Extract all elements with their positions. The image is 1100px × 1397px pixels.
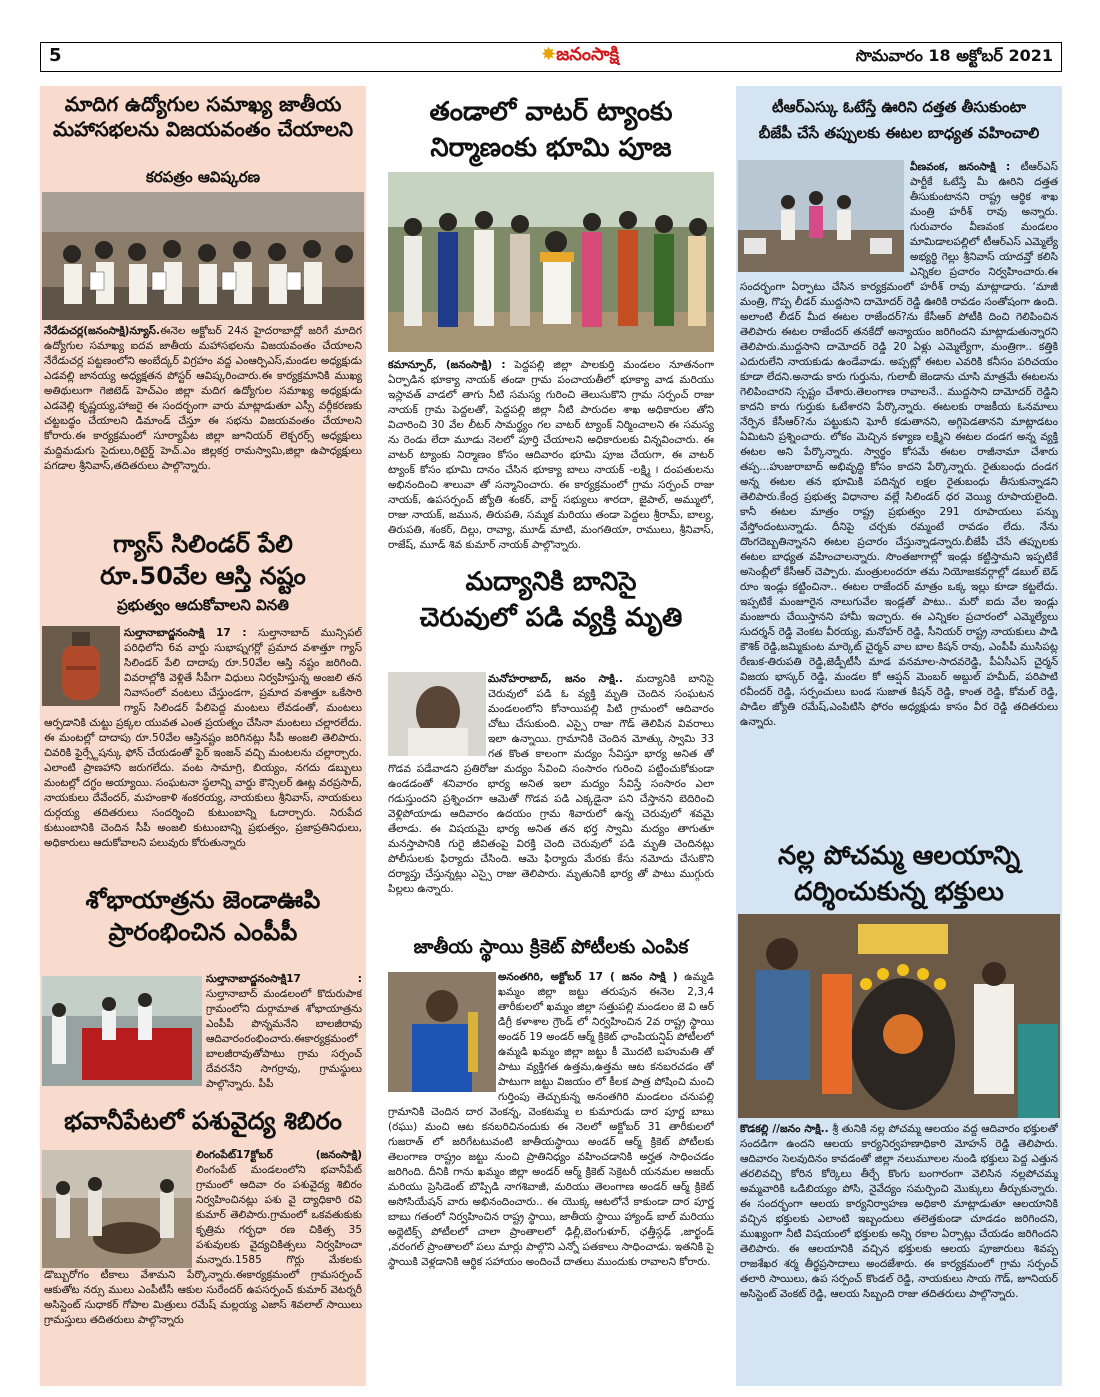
photo-groundbreaking-ceremony — [388, 172, 714, 352]
article-headline: టీఆర్ఎస్కు ఓటేస్తే ఊరిని దత్తత తీసుకుంటా బీజేపీ చేసే తప్పులకు ఈటల బాధ్యత వహించాలి — [758, 98, 1040, 142]
article-headline: గ్యాస్ సిలిండర్ పేలి రూ.50వేల ఆస్తి నష్టం — [100, 530, 306, 590]
photo-poster-release — [42, 192, 364, 320]
masthead — [40, 42, 1062, 72]
article-body: కమాన్పూర్, (జనంసాక్షి) : పెద్దపల్లి జిల్లా పాలకుర్తి మండలం నూతనంగా ఏర్పాడిన భూక్యా నాయక్ తండా గ్రామ పంచాయతీలో భూక్యా వాడ మరియు ఇస్లావత్ వాడలో తాగు నీటి సమస్య గురించి తెలుసుకొని గ్రామ సర్పంచ్ రాజు నాయక్ గ్రామ పెద్దలతో, పెద్దపల్లి జిల్లా నీటి పారుదల శాఖ అధికారుల తోని విచారించి 30 వేల లీటర్ సామర్థ్యం గల వాటర్ ట్యాంక్ నిర్మించాలని ఈ సమస్య ను రెండు లేదా మూడు నెలలో పూర్తి చేయాలని అధికారులకు విన్నవించారు. ఈ వాటర్ ట్యాంకు నిర్మాణం కోసం ఆదివారం భూమి పూజ చేయగా, ఈ వాటర్ ట్యాంక్ కోసం భూమి దానం చేసిన భూక్యా బాలు నాయక్ -లక్ష్మి ౹ దంపతులను అభినందించి శాలువా తో సన్మానించారు. ఈ కార్యక్రమంలో గ్రామ సర్పంచ్ రాజు నాయక్, ఉపసర్పంచ్ జ్యోతి శంకర్, వార్డ్ సభ్యులు శారదా, జైపాల్, అమ్ములో, రాజు నాయక్, జమున, తిరుపతి, సమ్మక మరియు తండా పెద్దలు శ్రీరామ్, బాల్య, తిరుపతి, శంకర్, దిల్లు, రావ్యా, మూడ్ మాటి, మంగతియా, రాములు, శ్రీనివాస్, రాజేష్, మూడ్ శివ కుమార్ నాయక్ పాల్గొన్నారు. — [388, 359, 714, 551]
article-headline: శోభాయాత్రను జెండాఊపి ప్రారంభించిన ఎంపీపీ — [85, 886, 321, 946]
article-body: అనంతగిరి, అక్టోబర్ 17 ( జనం సాక్షి ) ఉమ్మడి ఖమ్మం జిల్లా జట్టు తరుపున ఈనెల 2,3,4 తారీకులలో ఖమ్మం జిల్లా సత్తుపల్లి మండలం జె వి ఆర్ డిగ్రీ కళాశాల గ్రౌండ్ లో నిర్వహించిన 2వ రాష్ట్ర స్థాయి అండర్ 19 అండర్ ఆర్మ్ క్రికెట్ ఛాంపియన్షిప్ పోటీలలో ఉమ్మడి ఖమ్మం జిల్లా జట్టు కీ మొదటి బహుమతి తో పాటు వ్యక్తిగత ఉత్తమ,ఉత్తమ ఆట కనబరచడం తో పాటుగా జట్టు విజయం లో కీలక పాత్ర పోషించి మంచి గుర్తింపు తెచ్చుకున్న అనంతగిరి మండలం చనుపల్లి గ్రామానికి చెందిన దార వెంకన్న, వెంకటమ్మ ల కుమారుడు దార పూర్ణ బాబు (రఘు) మంచి ఆట కనబరిచినందుకు ఈ నెలలో అక్టోబర్ 31 తారీకులలో గుజరాత్ లో జరిగేటటువంటి జాతీయస్థాయి అండర్ ఆర్మ్ క్రికెట్ పోటీలకు తెలంగాణ రాష్ట్రం జట్టు నుంచి ప్రాతినిధ్యం వహించడానికి అర్హత సాధించడం జరిగింది. దీనికి గాను ఖమ్మం జిల్లా అండర్ ఆర్మ్ క్రికెట్ సెక్రెటరీ యనమల అజయ్ మరియు ప్రెసిడెంట్ బొప్పిడి నాగశివాజీ, మరియు తెలంగాణ అండర్ ఆర్మ్ క్రికెట్ అసోసియేషన్ వారు అభినందించారు.. ఈ యొక్క ఆటలోనే కాకుండా దార పూర్ణ బాబు గతంలో నిర్వహించిన రాష్ట్ర స్థాయి, జాతీయ స్థాయి హ్యాండ్ బాల్ మరియు అథ్లెటిక్స్ పోటీలలో చాలా ప్రాంతాలలో ఢిల్లీ,బెంగుళూర్, ఛత్తీస్గఢ్ ,జార్ఖండ్ ,వరంగల్ ప్రాంతాలలో పలు మార్లు పాల్గొని ఎన్నో పతకాలు సాధించాడు. ఇతనికి పై స్థాయికి వెళ్లడానికి ఆర్థిక సహాయం అందించే దాతలు ముందుకు రావాలని కోరారు. — [388, 971, 714, 1268]
article-headline: భవానీపేటలో పశువైద్య శిబిరం — [64, 1107, 342, 1135]
article-body: కొడకల్లి //జనం సాక్షి.. శ్రీ తునికి నల్ల పోచమ్మ ఆలయం వద్ద ఆదివారం భక్తులతో సందడిగా ఉందని ఆలయ కార్యనిర్వహణాధికారి మోహన్ రెడ్డి తెలిపారు. ఆదివారం సెలవుదినం కావడంతో జిల్లా నలుమూలల నుండి భక్తులు పెద్ద ఎత్తున తరలివచ్చి కోరిన కోర్కెలు తీర్చే కొంగు బంగారంగా వెలిసిన నల్లపోచమ్మ అమ్మవారికి ఒడిబియ్యం పోసి, నైవేద్యం సమర్పించి మొక్కులు తీర్చుకున్నారు. ఈ సందర్భంగా ఆలయ కార్యనిర్వాహణ అధికారి మాట్లాడుతూ ఆలయానికి వచ్చిన భక్తులకు ఎలాంటి ఇబ్బందులు తలెత్తకుండా చూడడం జరిగిందని, ముఖ్యంగా నీటి విషయంలో భక్తులకు అన్ని రకాల ఏర్పాట్లు చేయడం జరిగిందని తెలిపారు. ఈ ఆలయానికి వచ్చిన భక్తులకు ఆలయ పూజారులు శివప్ప రాజశేఖర శర్మ తీర్థప్రసాదాలు అందజేశారు. ఈ కార్యక్రమంలో గ్రామ సర్పంచ్ తలారి సాయిలు, ఉప సర్పంచ్ కొండల్ రెడ్డి, నాయకులు సాయ గౌడ్, జూనియర్ అసిస్టెంట్ వెంకట్ రెడ్డి, ఆలయ సిబ్బంది రాజు తదితరులు పాల్గొన్నారు. — [740, 1123, 1058, 1300]
article-body: వీణవంక, జనంసాక్షి : టీఆర్ఎస్ పార్టీకే ఓటేస్తే మీ ఊరిని దత్తత తీసుకుంటానని రాష్ట్ర ఆర్థిక శాఖ మంత్రి హరీశ్ రావు అన్నారు. గురువారం వీణవంక మండలం మామిడాలపల్లిలో టీఆర్ఎస్ ఎమ్మెల్యే అభ్యర్థి గెల్లు శ్రీనివాస్ యాదవ్తో కలిసి ఎన్నికల ప్రచారం నిర్వహించారు.ఈ సందర్భంగా ఏర్పాటు చేసిన కార్యక్రమంలో హరీశ్ రావు మాట్లాడారు. ‘మాజీ మంత్రి, గొప్ప లీడర్ ముద్దసాని దామోదర్ రెడ్డి ఊరికి రావడం సంతోషంగా ఉంది. అలాంటి లీడర్ మీద ఈటల రాజేందర్?ను కేసీఆర్ పోటీకి దించి గెలిపించిన తెలిపారు ఈటల రాజేందర్ తనకేదో అన్యాయం జరిగిందని మాట్లాడుతున్నారని తెలిపారు.ముద్దసాని దామోదర్ రెడ్డి 20 ఏళ్లు ఎమ్మెల్యేగా, మంత్రిగా.. కత్తికి ఎదురులేని నాయకుడు ఉండేవాడు. అప్పట్లో ఈటల ఎవరికి కనీసం పరిచయం కూడా లేదని.అనాడు కారు గుర్తును, గులాబీ జెండాను చూసి మాత్రమే ఈటలను గెలిపించారని స్పష్టం చేశారు.తెలంగాణ రావాలనే.. ముద్దసాని దామోదర్ రెడ్డిని కాదని కారు గుర్తుకు ఓటేశారని పేర్కొన్నారు. ఈటలకు రాజకీయ ఓనమాలు నేర్పిన కేసీఆర్?ను పట్టుకుని ఘోరీ కడుతానని, అగ్గిపెడతానని మాట్లాడటం ఏమిటని ప్రశ్నించారు. లోకం మెచ్చిన కళ్యాణ లక్ష్మిని ఈటల దండగ అన్న వ్యక్తి ఈటల అని పేర్కొన్నారు. స్వార్థం కోసమే ఈటల రాజీనామా చేశారు తప్ప...హుజురాబాద్ అభివృద్ధి కోసం కాదని పేర్కొన్నారు. రైతుబంధు దండగ అన్న ఈటల తన భూమికి పదిన్నర లక్షల రైతుబంధు తీసుకున్నాడని తెలిపారు.కేంద్ర ప్రభుత్వ విధానాల వల్లే సిలిండర్ ధర వెయ్యి రూపాయలైంది. కానీ ఈటల మాత్రం రాష్ట్ర ప్రభుత్వం 291 రూపాయలు పన్ను వేస్తోందంటున్నాడు. దీనిపై చర్చకు రమ్మంటే రావడం లేదు. నేను దొంగదెబ్బతిన్నానని ఈటల ప్రచారం చేస్తున్నాడన్నారు.బీజేపీ చేసే తప్పులకు ఈటల బాధ్యత వహించాలన్నారు. సొంతజాగాల్లో ఇండ్లు కట్టిస్తామని ఇప్పటికే అసెంబ్లీలో కేసీఆర్ చెప్పారు. మంత్రులందరూ తమ నియోజకవర్గాల్లో డబుల్ బెడ్ రూం ఇండ్లు కట్టించినా.. ఈటల రాజేందర్ మాత్రం ఒక్క ఇల్లు కూడా కట్టలేదు. ఇప్పటికే మంజూరైన నాలుగువేల ఇండ్లతో పాటు.. మరో ఐదు వేల ఇండ్లు మంజూరు చేయిస్తానని హామీ ఇచ్చారు. ఈ ఎన్నికల ప్రచారంలో ఎమ్మెల్యేలు సుదర్శన్ రెడ్డి వెంకట వీరయ్య, మనోహర్ రెడ్డి, సీనియర్ రాష్ట్ర నాయకులు పాడి కౌశిక్ రెడ్డి,జమ్మికుంట మార్కెట్ చైర్మన్ వాల బాల కిషన్ రావు, ఎంపీపీ ముసిపట్ల రేణుక-తిరుపతి రెడ్డి,జెడ్పీటీసీ మాడ వనమాల-సాదవరెడ్డి, పీఏసీఎస్ చైర్మన్ విజయ భాస్కర్ రెడ్డి, మండల కో ఆప్షన్ మెంబర్ అబ్దుల్ హమీద్, పరిపాటి రవీందర్ రెడ్డి, సర్పంచులు బండ సుజాత కిషన్ రెడ్డి, కాంత రెడ్డి, కోమల్ రెడ్డి, పాడిల జ్యోతి రమేష్,ఎంపిటిసి ఫోరం అధ్యక్షుడు కాసం వీర రెడ్డి తదితరులు ఉన్నారు. — [740, 161, 1058, 728]
column-middle — [386, 86, 716, 1386]
page-number: 5 — [49, 45, 62, 66]
article-headline: జాతీయ స్థాయి క్రికెట్ పోటీలకు ఎంపిక — [413, 936, 689, 958]
issue-date: సొమవారం 18 అక్టోబర్ 2021 — [855, 46, 1053, 65]
article-headline: మాదిగ ఉద్యోగుల సమాఖ్య జాతీయ మహాసభలను విజయవంతం చేయాలని — [52, 92, 354, 141]
article-body: లింగంపేట్17క్టోబర్ (జనంసాక్షి) లింగంపేట్ మండలంలోని భవానీపేట్ గ్రామంలో ఆదివా రం పశువైద్య శిబిరం నిర్వహించినట్లు పశు వై ద్యాధికారి రవి కుమార్ తెలిపారు.గ్రామంలో ఒకవతుకుకు కృత్రిమ గర్భధా రణ చికిత్స 35 పశువులకు వైద్యచికిత్సలు నిర్వహించా మన్నారు.1585 గొర్లు మేకలకు డొబ్బురోగం టీకాలు వేశామని పేర్కొన్నారు.ఈకార్యక్రమంలో గ్రామసర్పంచ్ ఆకుతోట నర్సు ములు ఎంపీటీసీ ఆకుల సురేందర్ ఉపసర్పంచ్ కుమార్ వెటర్నరీ అసిస్టెంట్ సుధాకర్ గోపాల మిత్రులు రమేష్ మల్లయ్య ఎజాస్ శివలాల్ సాయిలు గ్రామస్తులు తదితరులు పాల్గొన్నారు — [44, 1149, 362, 1326]
column-right — [736, 86, 1062, 1386]
article-subhead: ప్రభుత్వం ఆదుకోవాలని వినతి — [117, 596, 289, 614]
article-headline: మద్యానికి బానిసై చెరువులో పడి వ్యక్తి మృతి — [419, 567, 683, 633]
photo-temple-devotees — [738, 914, 1060, 1118]
star-icon: ✸ — [541, 44, 557, 65]
article-body: నేరేడుచర్ల(జనంసాక్షి)న్యూస్.ఈనెల అక్టోబర్ 24న హైదరాబాద్లో జరిగే మాదిగ ఉద్యోగుల సమాఖ్య ఐదవ జాతీయ మహాసభలను విజయవంతం చేయాలని నేరేడుచర్ల పట్టణంలోని అంబేద్కర్ విగ్రహం వద్ద ఎంఆర్పిఎస్,మండల అధ్యక్షుడు ఎడవల్లి జానయ్య అధ్యక్షతన పోస్టర్ ఆవిష్కరించారు.ఈ కార్యక్రమానికి ముఖ్య అతిథులుగా గెజిటెడ్ హెచ్ఎం జిల్లా మదిగ ఉద్యోగుల సమాఖ్య అధ్యక్షుడు ఎడవెల్లి కృష్ణయ్య,హాజరై ఈ సందర్భంగా వారు మాట్లాడుతూ ఎస్సీ వర్గీకరణకు చట్టబద్ధం చేయాలని డిమాండ్ చేస్తూ ఈ సభను విజయవంతం చేయాలని కోరారు.ఈ కార్యక్రమంలో సూర్యాపేట జిల్లా జూనియర్ లెక్చరర్స్ అధ్యక్షులు మద్దిమడుగు సైదులు,రిటైర్డ్ హెచ్.ఎం జిల్లకర్ర రామస్వామి,జిల్లా ఉపాధ్యక్షులు పగడాల శ్రీనివాస్,తదితరులు పాల్గొన్నారు. — [44, 325, 362, 472]
article-headline: నల్ల పోచమ్మ ఆలయాన్ని దర్శించుకున్న భక్తులు — [778, 841, 1020, 907]
article-headline: తండాలో వాటర్ ట్యాంకు నిర్మాణంకు భూమి పూజ — [429, 97, 673, 163]
article-body: సుల్తానాబాద్జనంసాక్షి17 : సుల్తానాబాద్ మండలంలో కొదురుపాక గ్రామంలోని దుర్గామాత శోభాయాత్రను ఎంపీపీ పొన్నమనేని బాలజీరావు ఆదివారంరంభించారు.ఈకార్యక్రమంలో బాలజీరావుతోపాటు గ్రామ సర్పంచ్ దేవరనేని సాగర్రావు, గ్రామస్థులు పాల్గొన్నారు. పీపీ — [206, 973, 362, 1090]
article-body: మనోహరాబాద్, జనం సాక్షి.. మద్యానికి బానిసై చెరువులో పడి ఓ వ్యక్తి మృతి చెందిన సంఘటన మండలంలోని కోనాయిపల్లి పిటి గ్రామంలో ఆదివారం చోటు చేసుకుంది. ఎస్సై రాజు గౌడ్ తెలిపిన వివరాలు ఇలా ఉన్నాయి. గ్రామానికి చెందిన మోత్కు స్వామి 33 గత కొంత కాలంగా మద్యం సేవిస్తూ భార్య అనిత తో గొడవ పడేవాడని ప్రతిరోజు మద్యం సేవించి సంసారం గురించి పట్టించుకోకుండా ఉండడంతో శనివారం భార్య అనిత ఇలా మద్యం సేవిస్తే సంసారం ఎలా గడుస్తుందని ప్రశ్నించగా ఆమెతో గొడవ పడి ఎక్కడైనా పని చేస్తానని బెదిరించి వెళ్లిపోయాడు ఆదివారం ఉదయం గ్రామ శివారులో ఉన్న చెరువులో శవమై తేలాడు. ఈ విషయమై భార్య అనిత తన భర్త స్వామి మద్యం తాగుతూ మనస్తాపానికి గురై జీవితంపై విరక్తి చెంది చెరువులో పడి మృతి చెందినట్లు పోలీసులకు ఫిర్యాదు చేసింది. ఆమె ఫిర్యాదు మేరకు కేసు నమోదు చేసుకొని దర్యాప్తు చేస్తున్నట్లు ఎస్సై రాజు తెలిపారు. మృతునికి భార్య తో పాటు ముగ్గురు పిల్లలు ఉన్నారు. — [388, 673, 714, 895]
newspaper-logo: ✸జనంసాక్షి — [541, 44, 619, 65]
article-body: సుల్తానాబాద్జనంసాక్షి 17 : సుల్తానాబాద్ మున్సిపల్ పరిధిలోని 6వ వార్డు సుభాష్నగర్లో ప్రమాద వశాత్తూ గ్యాస్ సిలిండర్ పేలి దాదాపు రూ.50వేల ఆస్తి నష్టం జరిగింది. వివరాల్లోకి వెళ్లితే సీపీగా విధులు నిర్వహిస్తున్న అంజలి తన నివాసంలో వంటలు చేస్తుండగా, ప్రమాద వశాత్తూ ఒకేసారి గ్యాస్ సిలిండర్ పేలిపెద్ద మంటలు లేవడంతో, మంటలు ఆర్పడానికి చుట్టు ప్రక్కల యువత ఎంత ప్రయత్నం చేసినా మంటలు చల్లారలేదు. ఈ మంటల్లో దాదాపు రూ.50వేల ఆస్తినష్టం జరిగినట్లు సీపీ అంజలి తెలిపారు. చివరికి ఫైర్స్టేషన్కు ఫోన్ చేయడంతో ఫైర్ ఇంజన్ వచ్చి మంటలను చల్లార్చారు. ఎలాంటి ప్రాణహాని జరుగలేదు. వంట సామాగ్రి, బియ్యం, నగదు డబ్బులు మంటల్లో దగ్ధం అయ్యాయి. సంఘటనా స్థలాన్ని వార్డు కౌన్సిలర్ ఊట్ల వరప్రసాద్, నాయకులు దేవేందర్, మహంకాళి శంకరయ్య, నాయకులు శ్రీనివాస్, నాయకులు దుర్గయ్య తదితరులు సందర్శించి కుటుంబాన్ని ఓదార్చారు. నిరుపేద కుటుంబానికి చెందిన సీపీ అంజలి కుటుంబాన్ని ప్రభుత్వం, ప్రజాప్రతినిధులు, అధికారులు ఆదుకోవాలని పలువురు కోరుతున్నారు — [44, 627, 362, 849]
article-subhead: కరపత్రం ఆవిష్కరణ — [145, 168, 261, 186]
column-left — [40, 86, 366, 1386]
